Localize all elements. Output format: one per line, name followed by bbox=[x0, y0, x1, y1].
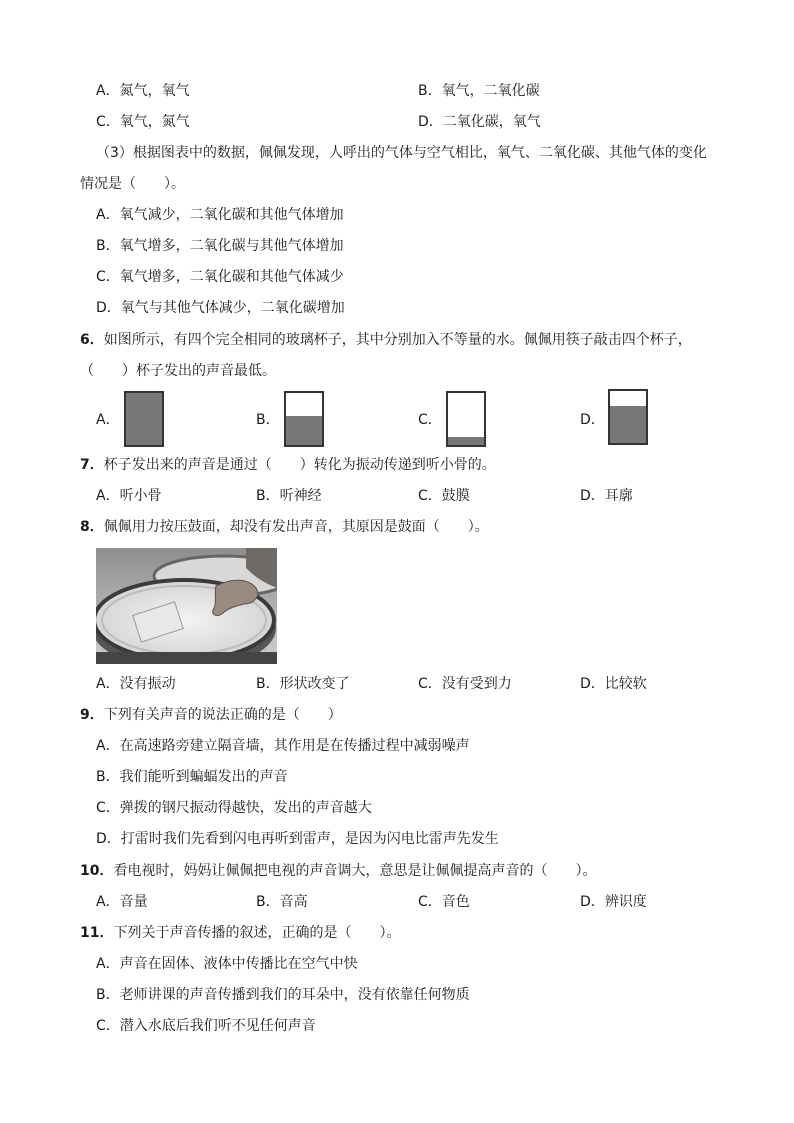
q6-option-d-label: D． bbox=[580, 412, 605, 428]
q7-option-d: D．耳廓 bbox=[580, 488, 633, 504]
q6-stem-line2: （ ）杯子发出的声音最低。 bbox=[80, 363, 276, 379]
q8-stem-text: 佩佩用力按压鼓面，却没有发出声音，其原因是鼓面（ ）。 bbox=[103, 519, 489, 535]
q6-option-c-label: C． bbox=[418, 412, 442, 428]
cup-a-water bbox=[126, 393, 162, 445]
q5-sub3-option-b: B．氧气增多，二氧化碳与其他气体增加 bbox=[96, 238, 344, 254]
q11-stem-text: 下列关于声音传播的叙述，正确的是（ ）。 bbox=[113, 925, 401, 941]
q5-sub3-option-c: C．氧气增多，二氧化碳和其他气体减少 bbox=[96, 269, 344, 285]
q5-sub3-stem-line2: 情况是（ ）。 bbox=[80, 176, 185, 192]
q8-option-b: B．形状改变了 bbox=[256, 676, 350, 692]
cup-b-water bbox=[286, 416, 322, 445]
cup-d-water bbox=[610, 406, 646, 443]
cup-d-image bbox=[608, 389, 648, 445]
q10-option-b: B．音高 bbox=[256, 894, 308, 910]
q5-option-c: C．氧气，氮气 bbox=[96, 114, 190, 130]
q5-option-b: B．氧气，二氧化碳 bbox=[418, 83, 540, 99]
q11-number: 11． bbox=[80, 925, 114, 941]
q5-sub3-option-d: D．氧气与其他气体减少，二氧化碳增加 bbox=[96, 300, 345, 316]
q7-stem-text: 杯子发出来的声音是通过（ ）转化为振动传递到听小骨的。 bbox=[103, 457, 496, 473]
q6-number: 6． bbox=[80, 332, 104, 348]
q7-option-a: A．听小骨 bbox=[96, 488, 162, 504]
drum-illustration bbox=[96, 548, 277, 664]
q10-option-c: C．音色 bbox=[418, 894, 470, 910]
q6-stem-text: 如图所示，有四个完全相同的玻璃杯子，其中分别加入不等量的水。佩佩用筷子敲击四个杯子， bbox=[103, 332, 692, 348]
q8-option-d: D．比较软 bbox=[580, 676, 647, 692]
q8-option-c: C．没有受到力 bbox=[418, 676, 512, 692]
q11-option-a: A．声音在固体、液体中传播比在空气中快 bbox=[96, 956, 358, 972]
cup-b-image bbox=[284, 391, 324, 447]
q11-option-c: C．潜入水底后我们听不见任何声音 bbox=[96, 1018, 316, 1034]
q9-option-a: A．在高速路旁建立隔音墙，其作用是在传播过程中减弱噪声 bbox=[96, 738, 470, 754]
q9-stem bbox=[80, 705, 342, 725]
q9-option-d: D．打雷时我们先看到闪电再听到雷声，是因为闪电比雷声先发生 bbox=[96, 831, 499, 847]
cup-c-water bbox=[448, 437, 484, 445]
q10-number: 10． bbox=[80, 863, 114, 879]
q11-stem bbox=[80, 923, 400, 943]
q8-option-a: A．没有振动 bbox=[96, 676, 176, 692]
q7-number: 7． bbox=[80, 457, 104, 473]
q10-option-d: D．辨识度 bbox=[580, 894, 647, 910]
q10-stem bbox=[80, 861, 596, 881]
q9-option-b: B．我们能听到蝙蝠发出的声音 bbox=[96, 769, 288, 785]
q11-option-b: B．老师讲课的声音传播到我们的耳朵中，没有依靠任何物质 bbox=[96, 987, 470, 1003]
q9-option-c: C．弹拨的钢尺振动得越快，发出的声音越大 bbox=[96, 800, 372, 816]
q9-stem-text: 下列有关声音的说法正确的是（ ） bbox=[103, 707, 342, 723]
q7-option-c: C．鼓膜 bbox=[418, 488, 470, 504]
q5-option-d: D．二氧化碳，氧气 bbox=[418, 114, 541, 130]
q9-number: 9． bbox=[80, 707, 104, 723]
q6-option-a-label: A． bbox=[96, 412, 120, 428]
q5-sub3-stem-line1: （3）根据图表中的数据，佩佩发现，人呼出的气体与空气相比，氧气、二氧化碳、其他气体的变化 bbox=[96, 145, 707, 161]
q10-stem-text: 看电视时，妈妈让佩佩把电视的声音调大，意思是让佩佩提高声音的（ ）。 bbox=[113, 863, 597, 879]
q8-stem bbox=[80, 517, 489, 537]
q10-option-a: A．音量 bbox=[96, 894, 148, 910]
q5-option-a: A．氮气，氧气 bbox=[96, 83, 190, 99]
q6-stem-line1 bbox=[80, 330, 692, 350]
q5-sub3-option-a: A．氧气减少，二氧化碳和其他气体增加 bbox=[96, 207, 344, 223]
q8-number: 8． bbox=[80, 519, 104, 535]
cup-a-image bbox=[124, 391, 164, 447]
drum-photo bbox=[96, 548, 277, 664]
cup-c-image bbox=[446, 391, 486, 447]
q7-option-b: B．听神经 bbox=[256, 488, 322, 504]
q6-option-b-label: B． bbox=[256, 412, 280, 428]
q7-stem bbox=[80, 455, 496, 475]
